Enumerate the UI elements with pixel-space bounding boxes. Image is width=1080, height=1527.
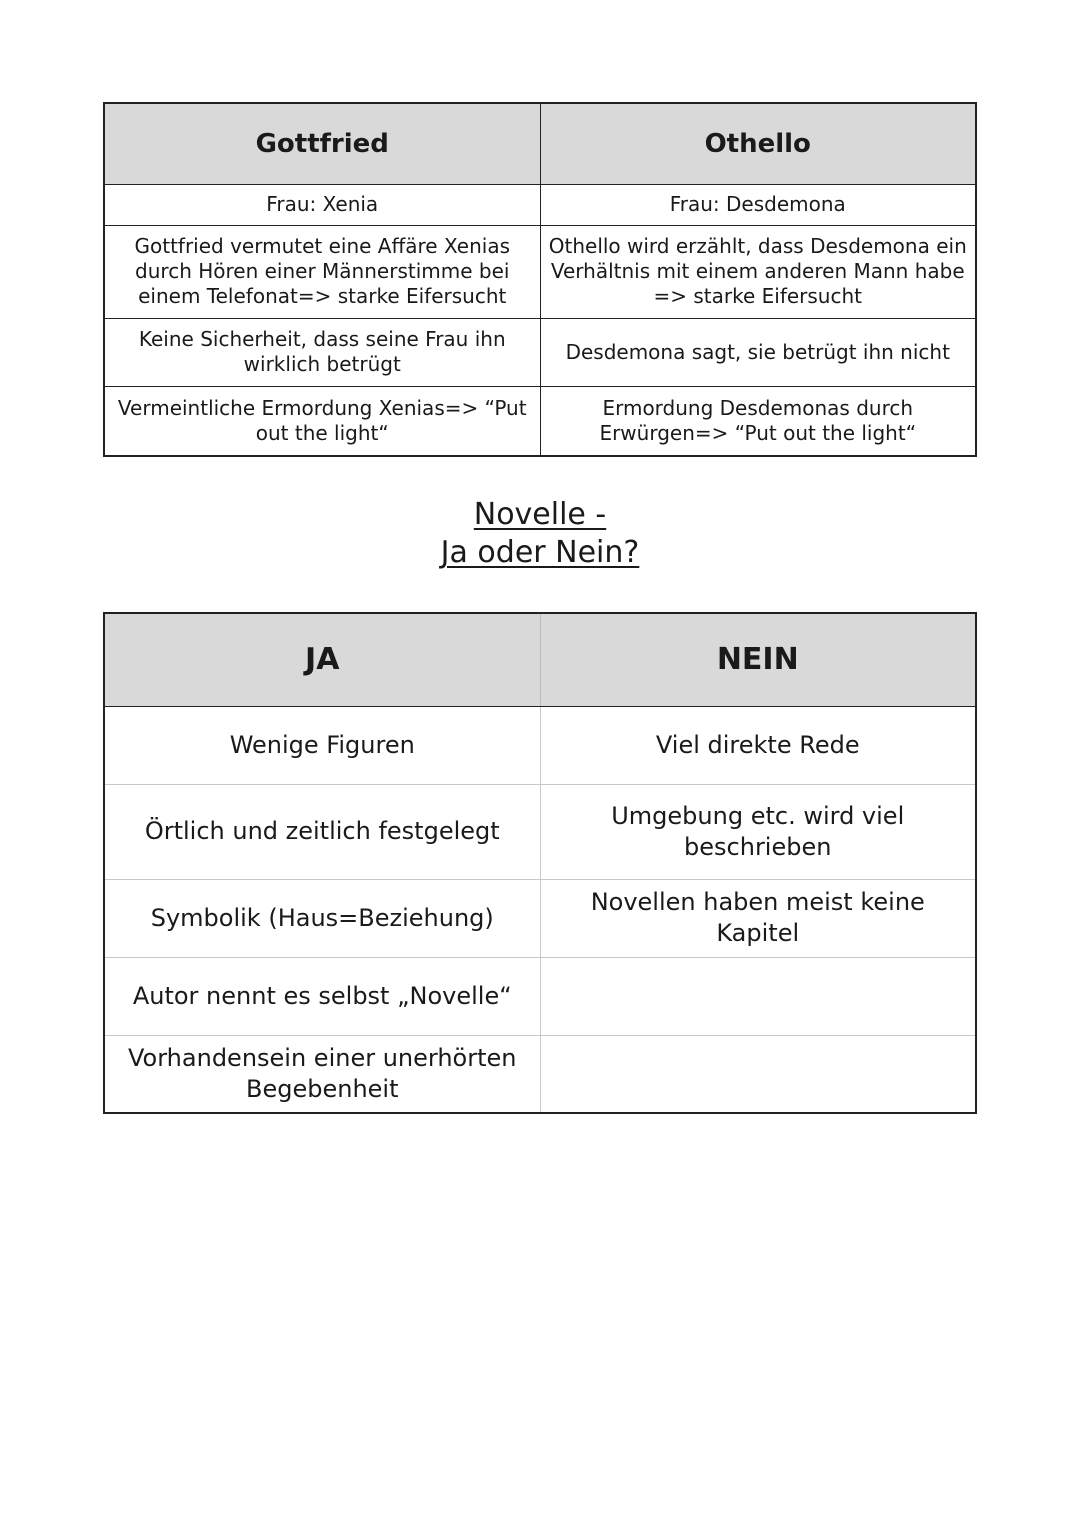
table-cell	[540, 1035, 976, 1113]
comparison-table	[103, 102, 977, 457]
table-cell: Frau: Xenia	[104, 184, 540, 225]
table-cell: Novellen haben meist keine Kapitel	[540, 879, 976, 957]
table-cell: Symbolik (Haus=Beziehung)	[104, 879, 540, 957]
table-cell: Örtlich und zeitlich festgelegt	[104, 784, 540, 879]
heading-line-2: Ja oder Nein?	[440, 535, 640, 570]
table-cell: Viel direkte Rede	[540, 706, 976, 784]
table-row	[104, 879, 976, 957]
table-row	[104, 706, 976, 784]
table-cell: Gottfried vermutet eine Affäre Xenias durch Hören einer Männerstimme bei einem Telefonat=> starke Eifersucht	[104, 225, 540, 318]
table-cell: Keine Sicherheit, dass seine Frau ihn wirklich betrügt	[104, 318, 540, 386]
table-row	[104, 957, 976, 1035]
table-cell: Othello wird erzählt, dass Desdemona ein Verhältnis mit einem anderen Mann habe => starke Eifersucht	[540, 225, 976, 318]
table-cell: Autor nennt es selbst „Novelle“	[104, 957, 540, 1035]
table-row	[104, 318, 976, 386]
table-row	[104, 784, 976, 879]
table-row	[104, 1035, 976, 1113]
table-cell: Ermordung Desdemonas durch Erwürgen=> “Put out the light“	[540, 386, 976, 456]
header-gottfried: Gottfried	[104, 103, 540, 184]
table-cell: Frau: Desdemona	[540, 184, 976, 225]
table-row	[104, 386, 976, 456]
table-cell: Desdemona sagt, sie betrügt ihn nicht	[540, 318, 976, 386]
table-cell: Wenige Figuren	[229, 730, 415, 759]
table-row	[104, 184, 976, 225]
header-othello: Othello	[540, 103, 976, 184]
table-header-row	[104, 103, 976, 184]
table-row	[104, 225, 976, 318]
table-header-row	[104, 613, 976, 706]
table-cell	[540, 957, 976, 1035]
section-heading	[0, 496, 1080, 572]
novelle-table	[103, 612, 977, 1114]
table-cell: Umgebung etc. wird viel beschrieben	[540, 784, 976, 879]
table-cell: Vermeintliche Ermordung Xenias=> “Put out the light“	[104, 386, 540, 456]
header-ja: JA	[104, 613, 540, 706]
header-nein: NEIN	[540, 613, 976, 706]
table-cell: Vorhandensein einer unerhörten Begebenheit	[104, 1035, 540, 1113]
heading-line-1: Novelle -	[473, 497, 607, 532]
